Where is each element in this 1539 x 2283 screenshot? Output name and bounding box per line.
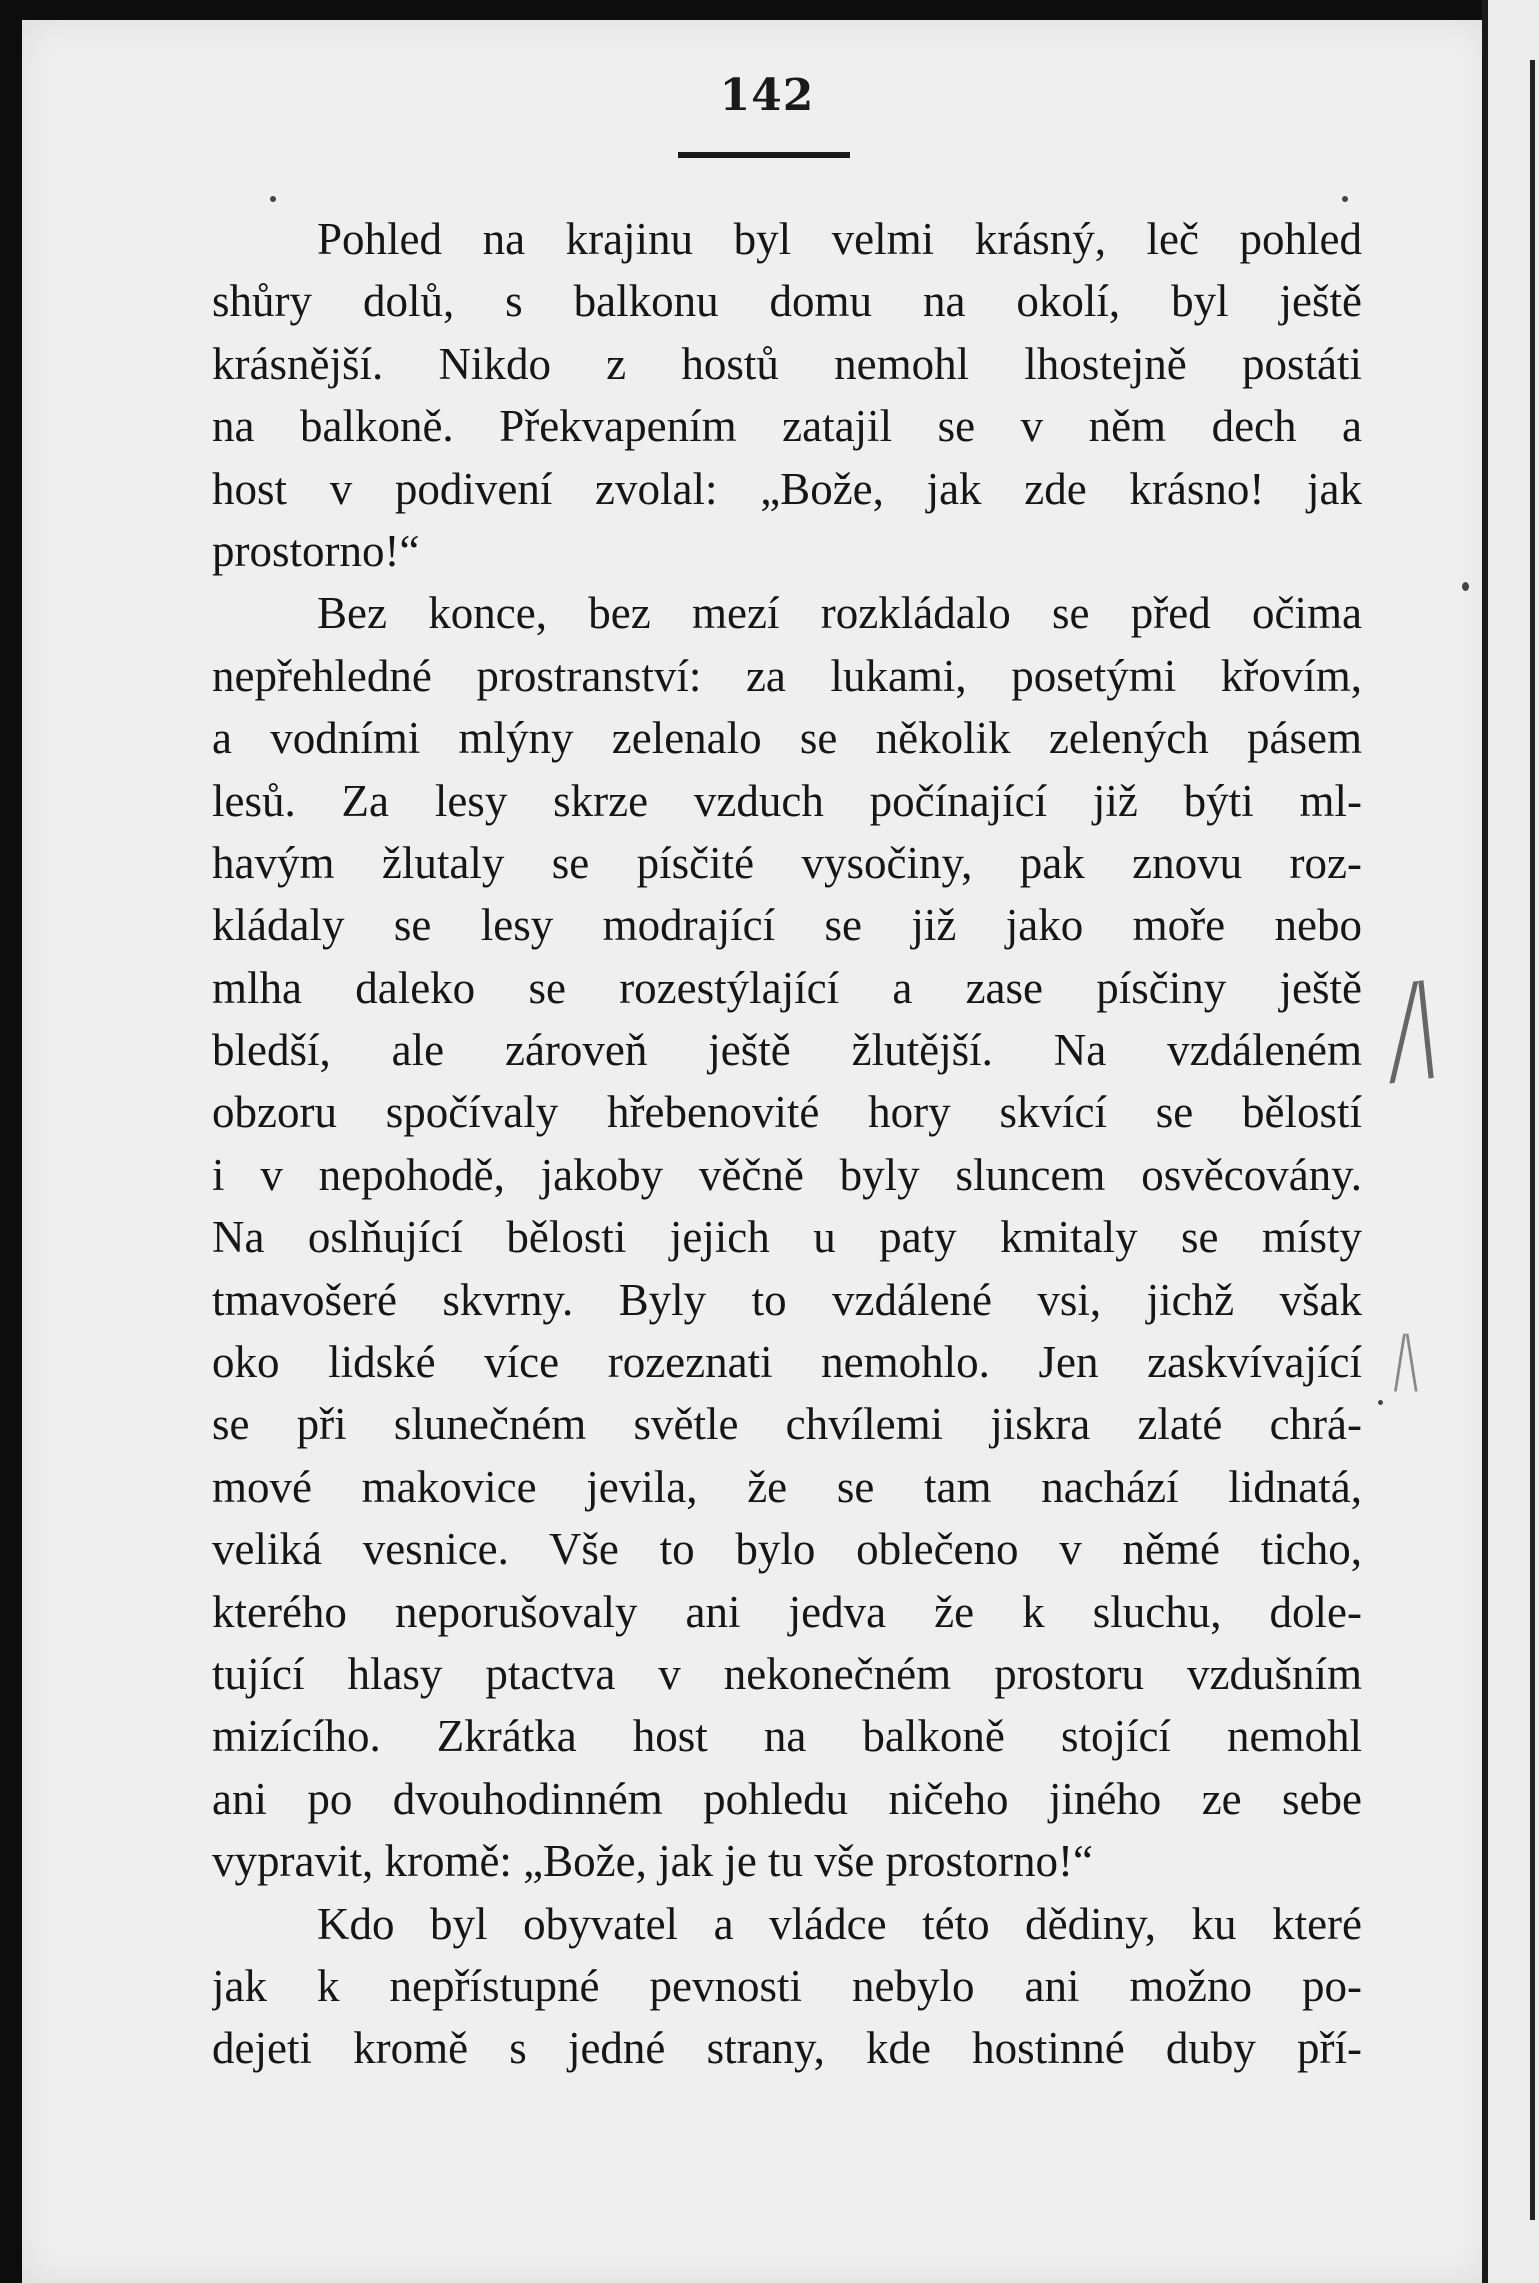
text-line: se při slunečném světle chvílemi jiskra zlaté chrá- bbox=[212, 1399, 1362, 1450]
text-line: host v podivení zvolal: „Bože, jak zde krásno! jak bbox=[212, 463, 1362, 514]
text-line: krásnější. Nikdo z hostů nemohl lhostejně postáti bbox=[212, 338, 1362, 389]
text-line: oko lidské více rozeznati nemohlo. Jen zaskvívající bbox=[212, 1337, 1362, 1388]
text-line: veliká vesnice. Vše to bylo oblečeno v němé ticho, bbox=[212, 1524, 1362, 1575]
page-number: 142 bbox=[719, 70, 815, 121]
ink-speck bbox=[270, 196, 276, 202]
text-line: tující hlasy ptactva v nekonečném prostoru vzdušním bbox=[212, 1648, 1362, 1699]
text-line: tmavošeré skvrny. Byly to vzdálené vsi, jichž však bbox=[212, 1274, 1362, 1325]
text-line: kládaly se lesy modrající se již jako moře nebo bbox=[212, 900, 1362, 951]
text-line: ani po dvouhodinném pohledu ničeho jiného ze sebe bbox=[212, 1773, 1362, 1824]
text-line: Kdo byl obyvatel a vládce této dědiny, ku které bbox=[317, 1898, 1362, 1949]
ink-speck bbox=[1342, 196, 1348, 202]
text-line: i v nepohodě, jakoby věčně byly sluncem osvěcovány. bbox=[212, 1149, 1362, 1200]
ink-speck bbox=[1462, 582, 1469, 591]
text-line: shůry dolů, s balkonu domu na okolí, byl ještě bbox=[212, 276, 1362, 327]
text-line: havým žlutaly se písčité vysočiny, pak znovu roz- bbox=[212, 837, 1362, 888]
text-line: na balkoně. Překvapením zatajil se v něm dech a bbox=[212, 401, 1362, 452]
text-line: nepřehledné prostranství: za lukami, posetými křovím, bbox=[212, 650, 1362, 701]
text-line: jak k nepřístupné pevnosti nebylo ani možno po- bbox=[212, 1960, 1362, 2011]
text-line: Pohled na krajinu byl velmi krásný, leč pohled bbox=[317, 214, 1362, 264]
text-line: prostorno!“ bbox=[212, 525, 420, 576]
body-text bbox=[212, 208, 1362, 2080]
text-line: Na oslňující bělosti jejich u paty kmitaly se místy bbox=[212, 1212, 1362, 1263]
text-line: vypravit, kromě: „Bože, jak je tu vše prostorno!“ bbox=[212, 1836, 1093, 1887]
text-line: mové makovice jevila, že se tam nachází lidnatá, bbox=[212, 1461, 1362, 1512]
book-page bbox=[22, 20, 1490, 2283]
handwritten-margin-mark: /\ bbox=[1394, 1320, 1418, 1402]
text-line: mlha daleko se rozestýlající a zase písčiny ještě bbox=[212, 962, 1362, 1013]
text-line: obzoru spočívaly hřebenovité hory skvící se bělostí bbox=[212, 1087, 1362, 1138]
text-line: dejeti kromě s jedné strany, kde hostinné duby pří- bbox=[212, 2023, 1362, 2074]
text-line: mizícího. Zkrátka host na balkoně stojící nemohl bbox=[212, 1711, 1362, 1762]
text-line: kterého neporušovaly ani jedva že k sluchu, dole- bbox=[212, 1586, 1362, 1637]
handwritten-margin-mark: /\ bbox=[1390, 956, 1440, 1101]
text-line: Bez konce, bez mezí rozkládalo se před očima bbox=[317, 588, 1362, 639]
text-line: bledší, ale zároveň ještě žlutější. Na vzdáleném bbox=[212, 1025, 1362, 1076]
binding-line bbox=[1530, 60, 1535, 2220]
ink-speck bbox=[1378, 1400, 1383, 1405]
page-number-rule bbox=[678, 152, 850, 158]
text-line: lesů. Za lesy skrze vzduch počínající již býti ml- bbox=[212, 775, 1362, 826]
text-line: a vodními mlýny zelenalo se několik zelených pásem bbox=[212, 713, 1362, 764]
page-edge bbox=[1482, 0, 1539, 2283]
